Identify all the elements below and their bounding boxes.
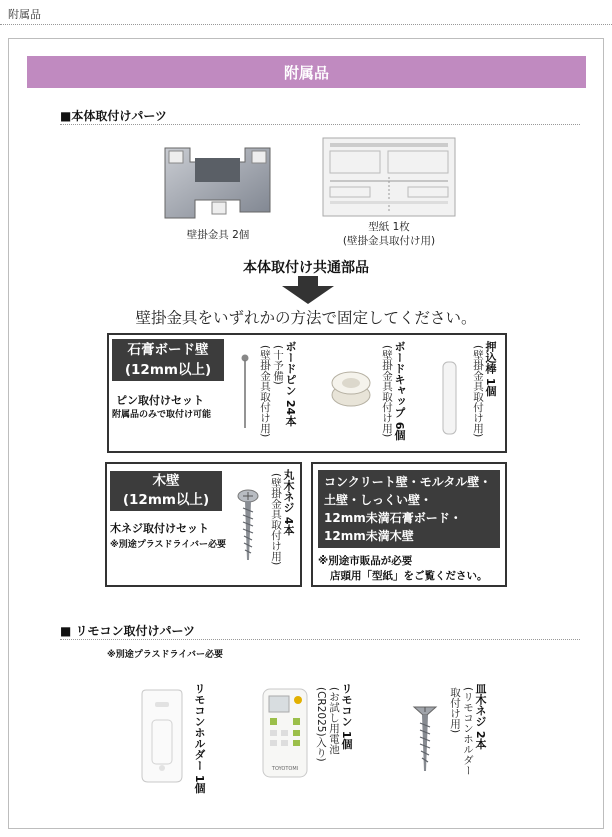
remote-holder-image [138, 688, 186, 784]
body-parts-rule [60, 124, 580, 125]
pin-set-name: ピン取付けセット [116, 394, 204, 407]
remote-holder-name: リモコンホルダー 1個 [193, 683, 206, 794]
concrete-note-1: ※別途市販品が必要 [318, 555, 413, 567]
template-caption-1: 型紙 1枚 [368, 221, 410, 233]
section-banner: 附属品 [27, 56, 586, 88]
common-parts-title: 本体取付け共通部品 [243, 260, 369, 276]
board-pin-name: ボードピン 24本 [284, 341, 297, 427]
wood-set-note: ※別途プラスドライバー必要 [110, 540, 227, 550]
top-divider [0, 24, 612, 25]
flat-screw-sub2: 取付け用) [449, 687, 461, 734]
page-top-label: 附属品 [8, 8, 41, 21]
push-rod-name: 押込棒 1個 [484, 341, 497, 397]
wood-screw-image [236, 488, 260, 562]
board-cap-sub: (壁掛金具取付け用) [381, 345, 393, 438]
remote-sub2: (CR2025)入り) [315, 687, 327, 762]
concrete-tag-line4: 12mm未満木壁 [324, 529, 414, 543]
wood-set-name: 木ネジ取付けセット [110, 522, 209, 535]
body-parts-heading: ■本体取付けパーツ [60, 109, 167, 123]
down-arrow-icon [282, 276, 334, 304]
concrete-wall-tag [318, 470, 500, 548]
wood-screw-name: 丸木ネジ 4本 [282, 469, 295, 536]
flat-screw-image [412, 703, 438, 773]
wood-wall-tag [110, 471, 222, 511]
template-caption-2: (壁掛金具取付け用) [342, 235, 436, 247]
fixing-instruction: 壁掛金具をいずれかの方法で固定してください。 [135, 309, 477, 327]
concrete-note-2: 店頭用「型紙」をご覧ください。 [330, 570, 488, 582]
push-rod-image [441, 360, 459, 436]
concrete-tag-line1: コンクリート壁・モルタル壁・ [324, 475, 492, 489]
remote-name: リモコン 1個 [340, 683, 353, 750]
remote-parts-heading: ■ リモコン取付けパーツ [60, 624, 196, 638]
concrete-tag-line3: 12mm未満石膏ボード・ [324, 511, 462, 525]
template-sheet-image [322, 137, 456, 217]
board-pin-sub2: (壁掛金具取付け用) [259, 345, 271, 438]
remote-parts-note: ※別途プラスドライバー必要 [107, 650, 224, 660]
remote-parts-rule [60, 639, 580, 640]
wood-screw-sub: (壁掛金具取付け用) [270, 473, 282, 566]
board-cap-image [329, 365, 373, 409]
plaster-tag-line1: 石膏ボード壁 [127, 342, 209, 358]
board-pin-image [240, 354, 250, 430]
plaster-board-tag [112, 339, 224, 381]
flat-screw-name: 皿木ネジ 2本 [474, 683, 487, 750]
concrete-tag-line2: 土壁・しっくい壁・ [324, 493, 433, 507]
board-cap-name: ボードキャップ 6個 [393, 341, 406, 441]
wall-bracket-image [160, 140, 275, 225]
push-rod-sub: (壁掛金具取付け用) [472, 345, 484, 438]
wood-tag-line2: (12mm以上) [122, 492, 210, 508]
wall-bracket-caption: 壁掛金具 2個 [186, 229, 250, 241]
remote-control-image [262, 688, 308, 778]
remote-brand-logo: TOYOTOMI [271, 766, 299, 772]
board-pin-sub1: (十予備) [272, 345, 284, 385]
flat-screw-sub: (リモコンホルダー [462, 687, 474, 776]
plaster-tag-line2: (12mm以上) [124, 362, 212, 378]
pin-set-note: 附属品のみで取付け可能 [112, 410, 212, 420]
wood-tag-line1: 木壁 [152, 473, 180, 489]
remote-sub1: (お試し用電池 [328, 687, 340, 755]
